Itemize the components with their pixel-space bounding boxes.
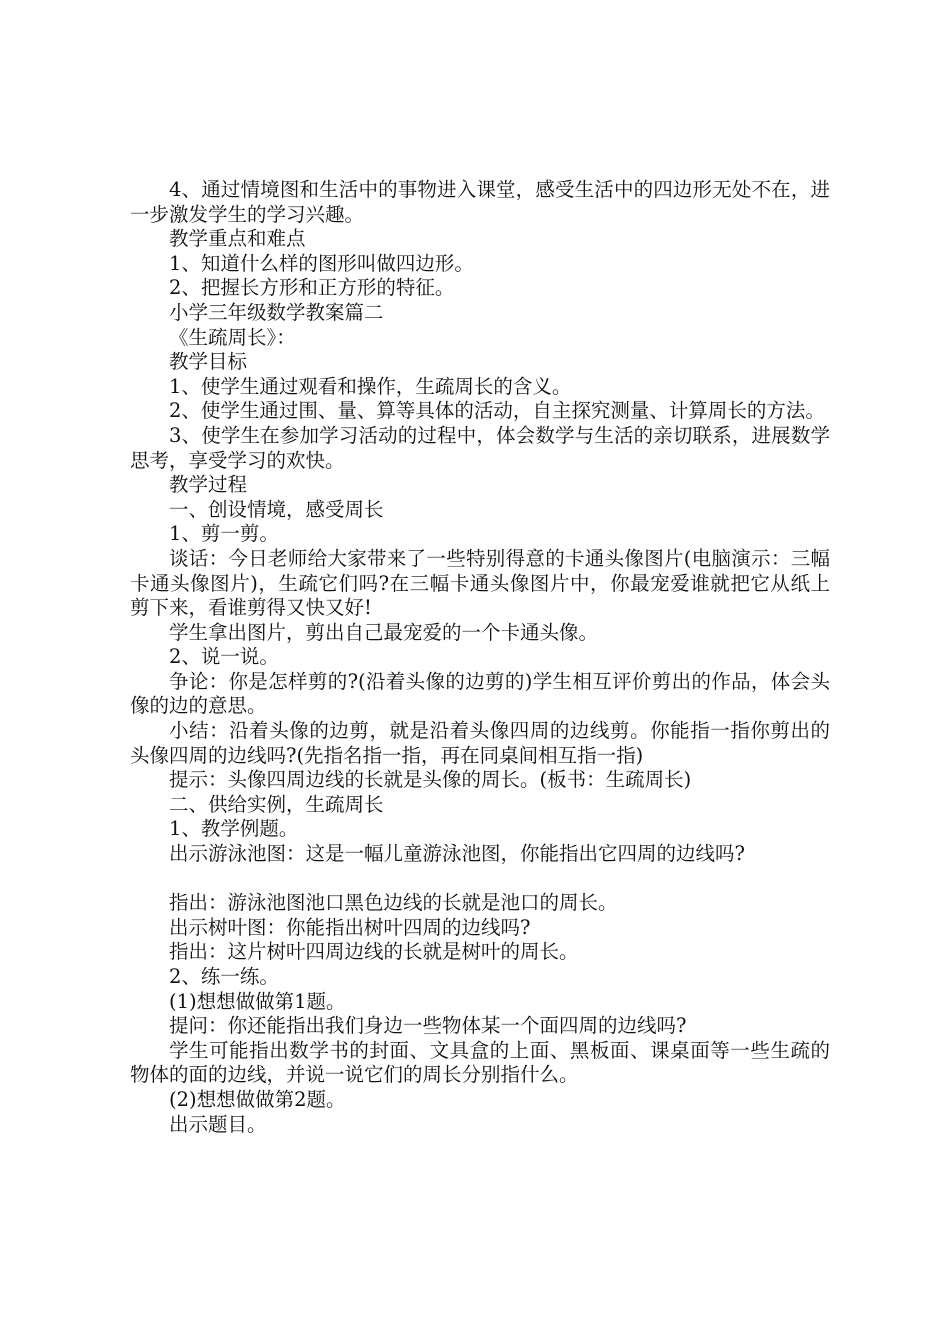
paragraph-3: 1、知道什么样的图形叫做四边形。	[169, 251, 474, 275]
paragraph-10: 3、使学生在参加学习活动的过程中，体会数学与生活的亲切联系，进展数学思考，享受学习的欢快。	[130, 423, 830, 472]
heading-objectives: 教学目标	[169, 350, 248, 374]
paragraph-29: 提问：你还能指出我们身边一些物体某一个面四周的边线吗?	[169, 1014, 687, 1038]
paragraph-24: 指出：游泳池图池口黑色边线的长就是池口的周长。	[169, 891, 618, 915]
heading-key-points: 教学重点和难点	[169, 227, 306, 251]
paragraph-13: 1、剪一剪。	[169, 522, 279, 546]
paragraph-14: 谈话：今日老师给大家带来了一些特别得意的卡通头像图片(电脑演示：三幅卡通头像图片)，生疏它们吗?在三幅卡通头像图片中，你最宠爱谁就把它从纸上剪下来，看谁剪得又快又好!	[130, 546, 830, 620]
paragraph-25: 出示树叶图：你能指出树叶四周的边线吗?	[169, 915, 531, 939]
paragraph-27: 2、练一练。	[169, 965, 279, 988]
paragraph-18: 小结：沿着头像的边剪，就是沿着头像四周的边线剪。你能指一指你剪出的头像四周的边线吗?(先指名指一指，再在同桌间相互指一指)	[130, 719, 830, 767]
paragraph-19: 提示：头像四周边线的长就是头像的周长。(板书：生疏周长)	[169, 768, 692, 792]
paragraph-9: 2、使学生通过围、量、算等具体的活动，自主探究测量、计算周长的方法。	[169, 399, 825, 423]
paragraph-21: 1、教学例题。	[169, 817, 299, 841]
paragraph-4: 2、把握长方形和正方形的特征。	[169, 276, 455, 300]
paragraph-31: (2)想想做做第2题。	[169, 1087, 346, 1111]
paragraph-32: 出示题目。	[169, 1112, 267, 1136]
paragraph-26: 指出：这片树叶四周边线的长就是树叶的周长。	[169, 940, 579, 964]
paragraph-1: 4、通过情境图和生活中的事物进入课堂，感受生活中的四边形无处不在，进一步激发学生的学习兴趣。	[130, 178, 830, 226]
paragraph-22: 出示游泳池图：这是一幅儿童游泳池图，你能指出它四周的边线吗?	[169, 842, 745, 866]
blank-line	[130, 867, 830, 892]
paragraph-28: (1)想想做做第1题。	[169, 989, 346, 1013]
lesson-title: 《生疏周长》：	[169, 325, 296, 349]
subheading-1: 一、创设情境，感受周长	[169, 497, 384, 521]
paragraph-16: 2、说一说。	[169, 645, 279, 669]
paragraph-30: 学生可能指出数学书的封面、文具盒的上面、黑板面、课桌面等一些生疏的物体的面的边线，并说一说它们的周长分别指什么。	[130, 1038, 830, 1087]
section-title: 小学三年级数学教案篇二	[169, 300, 384, 324]
paragraph-15: 学生拿出图片，剪出自己最宠爱的一个卡通头像。	[169, 620, 599, 644]
subheading-2: 二、供给实例，生疏周长	[169, 792, 384, 816]
paragraph-8: 1、使学生通过观看和操作，生疏周长的含义。	[169, 374, 572, 398]
heading-process: 教学过程	[169, 473, 248, 497]
document-body	[130, 178, 830, 1137]
paragraph-17: 争论：你是怎样剪的?(沿着头像的边剪的)学生相互评价剪出的作品，体会头像的边的意思。	[130, 669, 830, 718]
